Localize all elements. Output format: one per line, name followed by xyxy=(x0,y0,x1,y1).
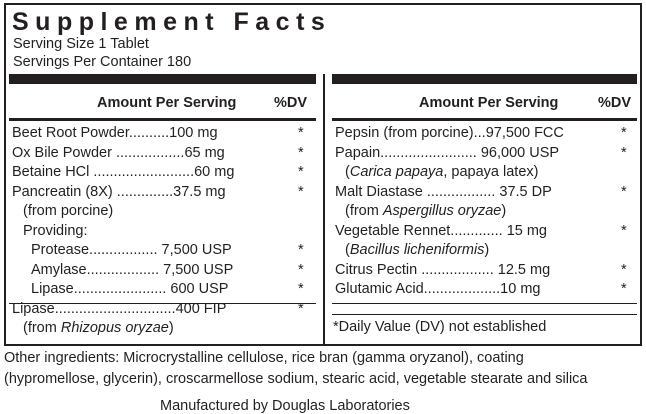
nutrient-label-pre: ( xyxy=(345,164,350,180)
dv-star: * xyxy=(298,144,304,161)
nutrient-label-post: ) xyxy=(168,320,174,336)
nutrient-row xyxy=(345,202,633,221)
nutrient-label: Vegetable Rennet............. 15 mg xyxy=(335,222,547,239)
dv-star: * xyxy=(621,144,627,161)
nutrient-label: Malt Diastase ................. 37.5 DP xyxy=(335,183,552,200)
nutrient-label: Providing: xyxy=(23,222,88,239)
nutrient-label xyxy=(345,163,538,182)
nutrient-label xyxy=(345,241,489,260)
dv-star: * xyxy=(621,222,627,239)
nutrient-row xyxy=(345,163,633,182)
nutrient-row xyxy=(335,280,633,299)
dv-star: * xyxy=(298,164,304,180)
nutrient-label-pre: ( xyxy=(345,242,350,258)
right-bottom-rule xyxy=(332,303,637,304)
nutrient-label-post: , papaya latex) xyxy=(443,164,539,180)
dv-star: * xyxy=(298,300,304,317)
left-thick-bar xyxy=(9,74,316,84)
panel-title: Supplement Facts xyxy=(12,8,332,36)
dv-star: * xyxy=(298,242,304,258)
daily-value-rule xyxy=(332,314,637,315)
nutrient-source-italic: Aspergillus oryzae xyxy=(382,203,502,219)
nutrient-label: Pancreatin (8X) ..............37.5 mg xyxy=(12,183,226,200)
manufacturer-note: Manufactured by Douglas Laboratories xyxy=(160,398,410,414)
nutrient-label-pre: (from xyxy=(23,320,61,336)
supplement-facts-panel xyxy=(4,3,642,346)
nutrient-label: Betaine HCl .........................60 mg xyxy=(12,164,235,180)
nutrient-label-post: ) xyxy=(484,242,490,258)
nutrient-row xyxy=(23,222,310,241)
nutrient-row xyxy=(31,261,310,280)
left-header-amount: Amount Per Serving xyxy=(97,95,237,111)
dv-star: * xyxy=(621,125,627,141)
nutrient-label-post: ) xyxy=(501,203,507,219)
nutrient-label-pre: (from xyxy=(345,203,383,219)
nutrient-label: Amylase.................. 7,500 USP xyxy=(31,261,234,278)
nutrient-row xyxy=(23,202,310,221)
nutrient-source-italic: Rhizopus oryzae xyxy=(60,320,169,336)
right-header-rule xyxy=(332,118,637,121)
nutrient-label: Ox Bile Powder .................65 mg xyxy=(12,144,225,161)
nutrient-label: Beet Root Powder..........100 mg xyxy=(12,125,218,141)
nutrient-row xyxy=(12,124,310,143)
nutrient-row xyxy=(335,183,633,202)
nutrient-row xyxy=(335,124,633,143)
dv-star: * xyxy=(298,125,304,141)
nutrient-label: Glutamic Acid...................10 mg xyxy=(335,281,541,297)
nutrient-row xyxy=(335,222,633,241)
nutrient-label xyxy=(23,319,174,338)
nutrient-row xyxy=(31,280,310,299)
nutrient-row xyxy=(23,319,310,338)
nutrient-row xyxy=(335,144,633,163)
left-header-dv: %DV xyxy=(274,95,308,111)
nutrient-label: (from porcine) xyxy=(23,203,114,219)
nutrient-row xyxy=(12,300,310,319)
right-thick-bar xyxy=(332,74,637,84)
nutrient-row xyxy=(335,261,633,280)
dv-star: * xyxy=(621,261,627,278)
nutrient-source-italic: Bacillus licheniformis xyxy=(349,242,485,258)
nutrient-row xyxy=(12,183,310,202)
nutrient-label: Protease................. 7,500 USP xyxy=(31,242,232,258)
dv-star: * xyxy=(621,281,627,297)
nutrient-label: Lipase....................... 600 USP xyxy=(31,281,229,297)
nutrient-label: Pepsin (from porcine)...97,500 FCC xyxy=(335,125,564,141)
servings-per-container: Servings Per Container 180 xyxy=(13,54,192,70)
other-ingredients-line-1: Other ingredients: Microcrystalline cellulose, rice bran (gamma oryzanol), coating xyxy=(4,350,524,366)
nutrient-row xyxy=(31,241,310,260)
nutrient-label: Citrus Pectin .................. 12.5 mg xyxy=(335,261,551,278)
serving-size: Serving Size 1 Tablet xyxy=(13,36,149,52)
dv-star: * xyxy=(298,261,304,278)
right-header-dv: %DV xyxy=(598,95,632,111)
dv-star: * xyxy=(298,281,304,297)
dv-star: * xyxy=(621,183,627,200)
nutrient-row xyxy=(12,163,310,182)
nutrient-source-italic: Carica papaya xyxy=(349,164,444,180)
daily-value-note: *Daily Value (DV) not established xyxy=(333,319,547,335)
dv-star: * xyxy=(298,183,304,200)
column-divider xyxy=(323,74,325,344)
nutrient-row xyxy=(12,144,310,163)
nutrient-row xyxy=(345,241,633,260)
other-ingredients-line-2: (hypromellose, glycerin), croscarmellose sodium, stearic acid, vegetable stearate and silica xyxy=(4,371,588,387)
nutrient-label: Lipase..............................400 FIP xyxy=(12,300,227,317)
nutrient-label: Papain........................ 96,000 USP xyxy=(335,144,560,161)
right-header-amount: Amount Per Serving xyxy=(419,95,559,111)
nutrient-label xyxy=(345,202,506,221)
left-header-rule xyxy=(9,118,316,121)
